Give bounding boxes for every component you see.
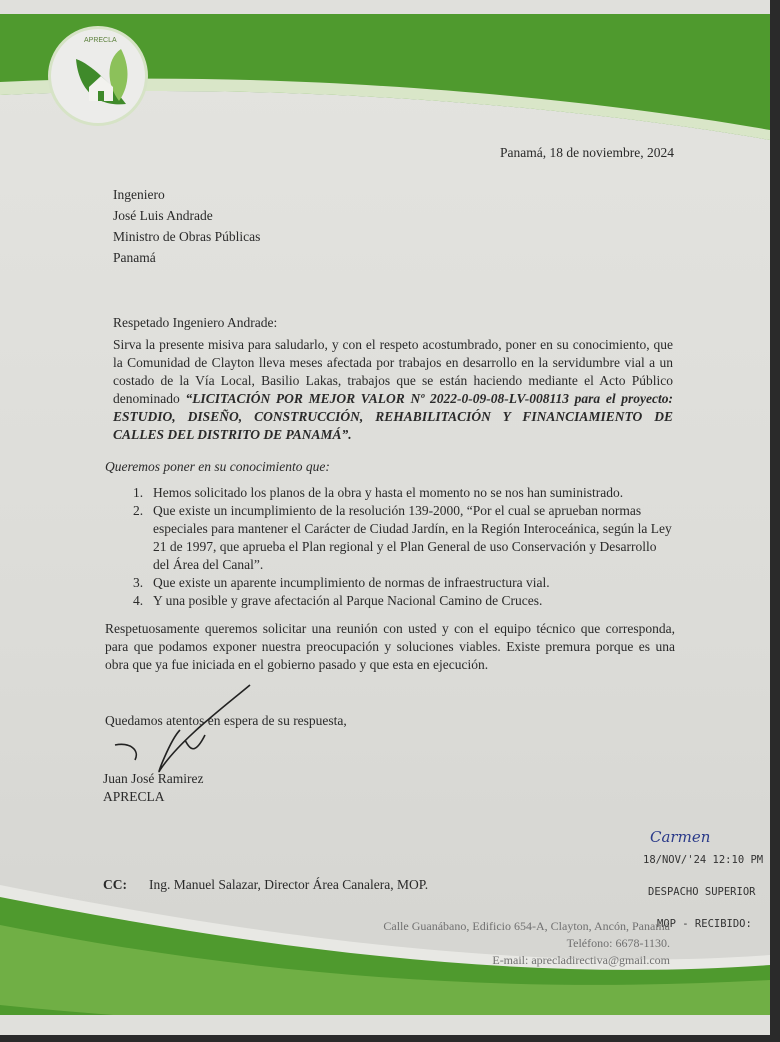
cc-label: CC: bbox=[103, 877, 127, 892]
cc-text: Ing. Manuel Salazar, Director Área Canalera, MOP. bbox=[149, 877, 429, 892]
recipient-name: José Luis Andrade bbox=[113, 208, 213, 223]
signer-block bbox=[103, 770, 203, 806]
stamp-office: DESPACHO SUPERIOR bbox=[648, 886, 756, 898]
item-text: Que existe un aparente incumplimiento de normas de infraestructura vial. bbox=[153, 575, 550, 590]
footer-phone: Teléfono: 6678-1130. bbox=[566, 936, 670, 950]
item-number: 2. bbox=[133, 503, 144, 518]
footer-contact bbox=[383, 918, 670, 969]
signer-org: APRECLA bbox=[103, 789, 165, 804]
closing-paragraph: Respetuosamente queremos solicitar una reunión con usted y con el equipo técnico que corresponda, para que podamos exponer nuestra preocupación y soluciones viables. Existe premura porque es una obra que ya fue iniciada en el gobierno pasado y que esta en ejecución. bbox=[105, 621, 675, 672]
list-item bbox=[133, 592, 673, 610]
stamp-datetime: 18/NOV/'24 12:10 PM bbox=[643, 854, 764, 866]
item-number: 3. bbox=[133, 575, 144, 590]
footer-address: Calle Guanábano, Edificio 654-A, Clayton, Ancón, Panamá bbox=[383, 919, 670, 933]
recipient-block bbox=[113, 184, 260, 268]
list-item bbox=[133, 502, 673, 574]
recipient-title: Ingeniero bbox=[113, 187, 165, 202]
received-initials: Carmen bbox=[650, 828, 711, 846]
item-number: 4. bbox=[133, 593, 144, 608]
list-intro: Queremos poner en su conocimiento que: bbox=[105, 459, 330, 474]
body-paragraph bbox=[113, 336, 673, 444]
item-text: Hemos solicitado los planos de la obra y hasta el momento no se nos han suministrado. bbox=[153, 485, 624, 500]
item-text: Que existe un incumplimiento de la resolución 139-2000, “Por el cual se aprueban normas especiales para mantener el Carácter de Ciudad Jardín, en la Región Interoceánica, según la Ley 21 de 1997, que aprueba el Plan regional y el Plan General de uso Conservación y Desarrollo del Área del Canal”. bbox=[153, 503, 672, 572]
letter-date: Panamá, 18 de noviembre, 2024 bbox=[500, 145, 674, 160]
recipient-position: Ministro de Obras Públicas bbox=[113, 229, 261, 244]
farewell: Quedamos atentos en espera de su respuesta, bbox=[105, 713, 347, 728]
tender-title: “LICITACIÓN POR MEJOR VALOR Nº 2022-0-09-08-LV-008113 para el proyecto: ESTUDIO, DISEÑO, CONSTRUCCIÓN, REHABILITACIÓN Y FINANCIAMIENTO DE CALLES DEL DISTRITO DE PANAMÁ”. bbox=[113, 391, 673, 442]
item-text: Y una posible y grave afectación al Parque Nacional Camino de Cruces. bbox=[153, 593, 543, 608]
recipient-city: Panamá bbox=[113, 250, 156, 265]
footer-email: E-mail: aprecladirectiva@gmail.com bbox=[492, 953, 670, 967]
paragraph-text: Sirva la presente misiva para saludarlo, y con el respeto acostumbrado, poner en su conocimiento, que la Comunidad de Clayton lleva meses afectada por trabajos en desarrollo en la servidumbre vial a un costado de la Vía Local, Basilio Lakas, trabajos que se están haciendo mediante el Acto Público denominado bbox=[113, 337, 673, 406]
list-item bbox=[133, 484, 673, 502]
aprecla-logo: APRECLA bbox=[48, 26, 148, 126]
stamp-received: MOP - RECIBIDO: bbox=[657, 918, 752, 930]
item-number: 1. bbox=[133, 485, 144, 500]
salutation: Respetado Ingeniero Andrade: bbox=[113, 315, 278, 330]
signer-name: Juan José Ramirez bbox=[103, 771, 204, 786]
concerns-list bbox=[133, 484, 673, 610]
list-item bbox=[133, 574, 673, 592]
